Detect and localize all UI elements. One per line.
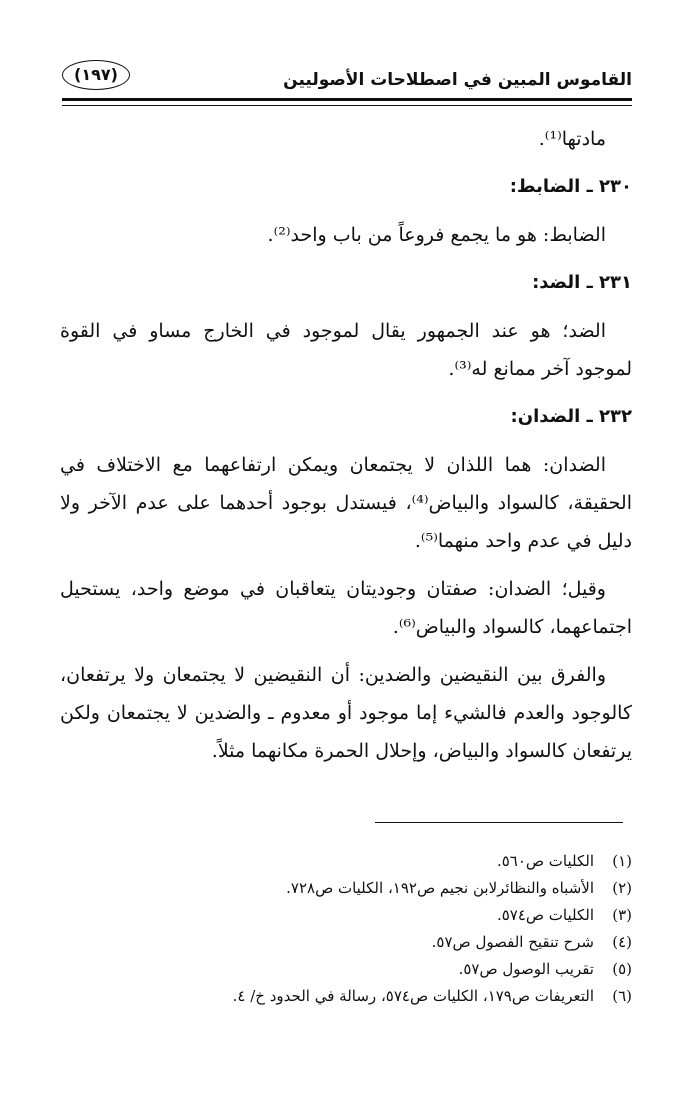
continuation-text: مادتها⁽¹⁾. bbox=[538, 128, 606, 150]
footnote-item bbox=[60, 902, 632, 929]
header-rule-thick bbox=[62, 98, 632, 101]
entry-text-231: الضد؛ هو عند الجمهور يقال لموجود في الخارج مساو في القوة لموجود آخر ممانع له⁽³⁾. bbox=[60, 320, 632, 380]
footnote-text: الأشباه والنظائرلابن نجيم ص١٩٢، الكليات ص٧٢٨. bbox=[286, 879, 594, 897]
footnote-number: (٤) bbox=[612, 933, 632, 951]
entry-heading-232: ٢٣٢ ـ الضدان: bbox=[510, 406, 632, 427]
footnote-number: (٢) bbox=[612, 879, 632, 897]
footnote-item bbox=[60, 929, 632, 956]
body-text bbox=[60, 120, 632, 770]
footnote-number: (٥) bbox=[612, 960, 632, 978]
footnote-item bbox=[60, 956, 632, 983]
entry-text-232-paragraph-3: والفرق بين النقيضين والضدين: أن النقيضين لا يجتمعان ولا يرتفعان، كالوجود والعدم فالشيء إما موجود أو معدوم ـ والضدين لا يجتمعان ولكن يرتفعان كالسواد والبياض، وإحلال الحمرة مكانهما مثلاً. bbox=[60, 664, 632, 762]
footnote-separator bbox=[375, 822, 623, 823]
footnotes-list bbox=[60, 848, 632, 1010]
footnote-number: (١) bbox=[612, 852, 632, 870]
footnote-text: شرح تنقيح الفصول ص٥٧. bbox=[431, 933, 594, 951]
entry-text-230: الضابط: هو ما يجمع فروعاً من باب واحد⁽²⁾. bbox=[267, 224, 606, 246]
page-number: (١٩٧) bbox=[62, 60, 130, 90]
running-title: القاموس المبين في اصطلاحات الأصوليين bbox=[283, 70, 632, 90]
entry-heading-230: ٢٣٠ ـ الضابط: bbox=[509, 176, 632, 197]
footnote-item bbox=[60, 848, 632, 875]
footnote-text: الكليات ص٥٧٤. bbox=[496, 906, 594, 924]
footnote-text: تقريب الوصول ص٥٧. bbox=[458, 960, 594, 978]
header-rule-thin bbox=[62, 105, 632, 106]
footnote-number: (٣) bbox=[612, 906, 632, 924]
entry-text-232-paragraph-2: وقيل؛ الضدان: صفتان وجوديتان يتعاقبان في موضع واحد، يستحيل اجتماعهما، كالسواد والبياض⁽⁶⁾. bbox=[60, 578, 632, 638]
footnote-text: التعريفات ص١٧٩، الكليات ص٥٧٤، رسالة في الحدود خ/ ٤. bbox=[232, 987, 594, 1005]
page-header bbox=[62, 58, 632, 98]
footnote-item bbox=[60, 983, 632, 1010]
footnote-number: (٦) bbox=[612, 987, 632, 1005]
entry-text-232-paragraph-1: الضدان: هما اللذان لا يجتمعان ويمكن ارتفاعهما مع الاختلاف في الحقيقة، كالسواد والبياض⁽⁴⁾، فيستدل بوجود أحدهما على عدم الآخر ولا دليل في عدم واحد منهما⁽⁵⁾. bbox=[60, 454, 632, 552]
footnote-text: الكليات ص٥٦٠. bbox=[496, 852, 594, 870]
entry-heading-231: ٢٣١ ـ الضد: bbox=[532, 272, 632, 293]
footnote-item bbox=[60, 875, 632, 902]
